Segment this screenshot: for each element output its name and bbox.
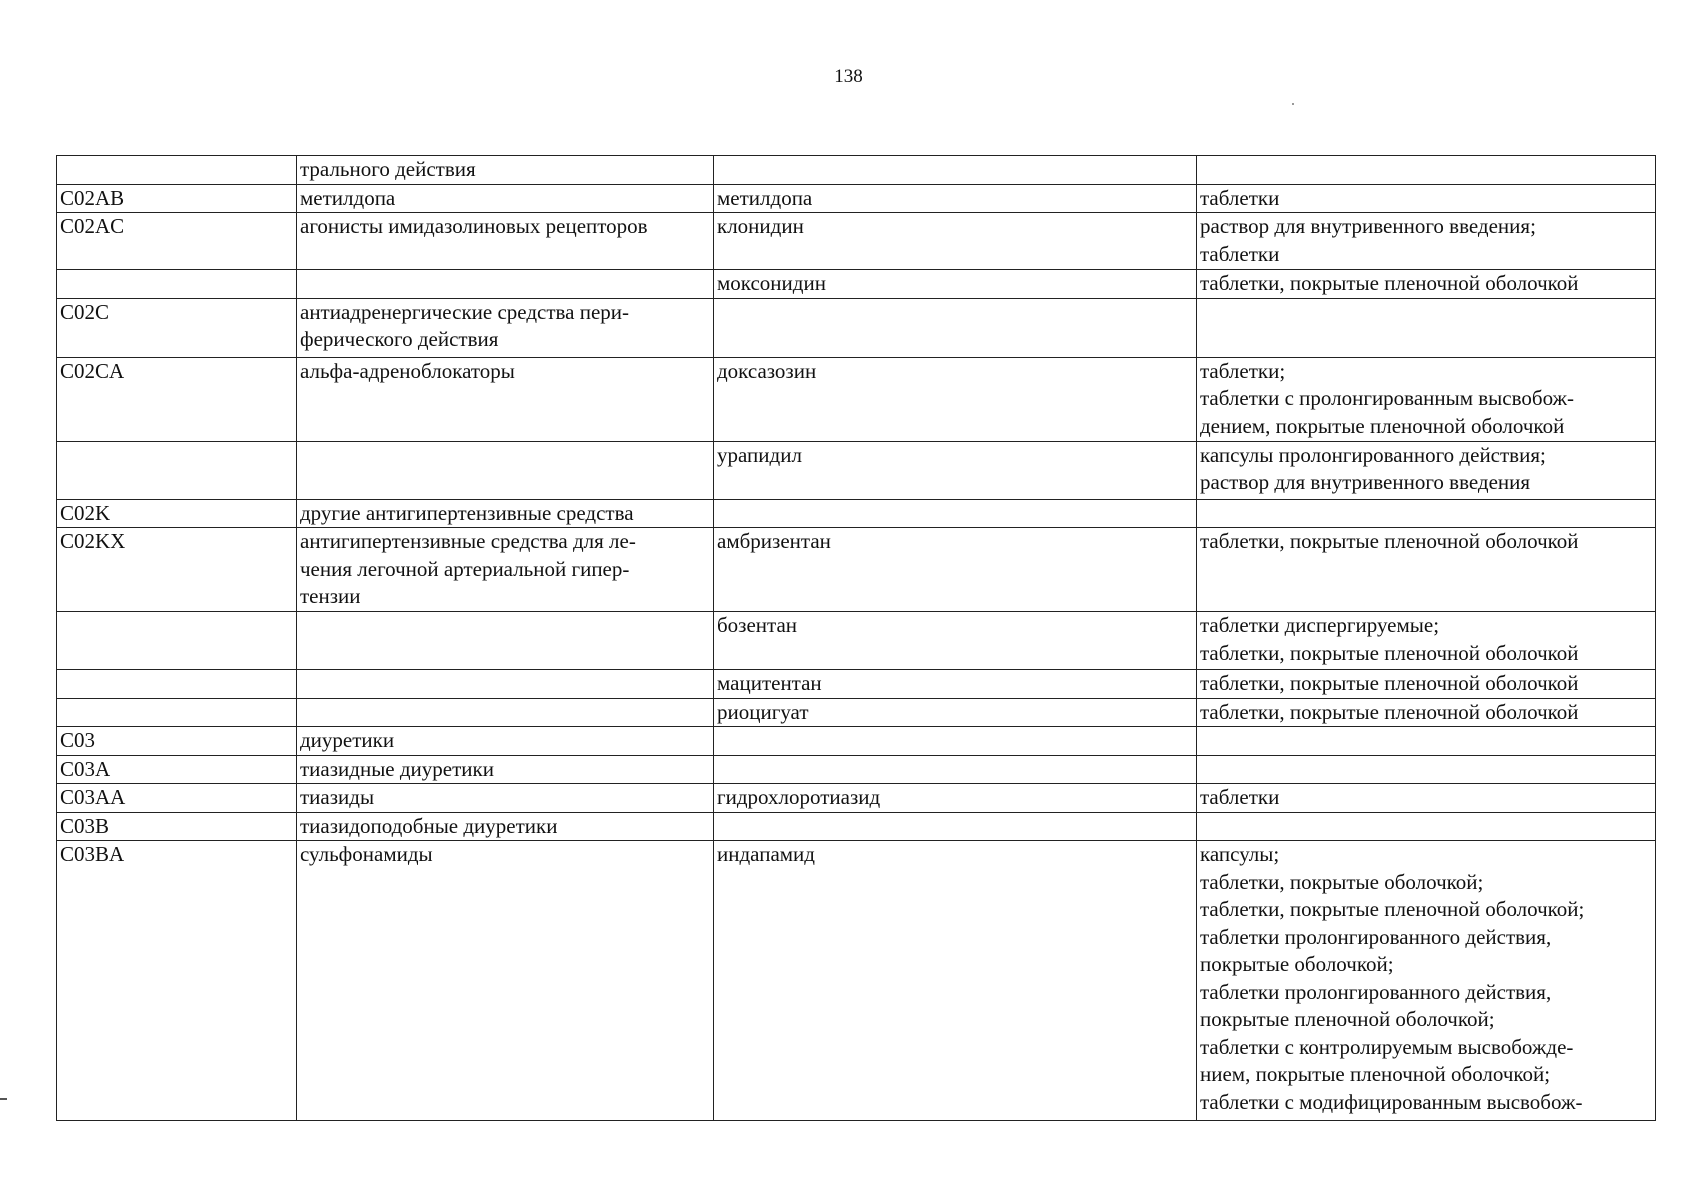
table-row [57, 184, 1656, 213]
table-row [57, 357, 1656, 441]
dosage-form-cell: таблетки; таблетки с пролонгированным высвобож- дением, покрытые пленочной оболочкой [1197, 357, 1656, 441]
table-row [57, 698, 1656, 727]
atc-code-cell: C02AB [57, 184, 297, 213]
scan-edge-mark [0, 1098, 7, 1100]
atc-code-cell: C03BA [57, 841, 297, 1121]
pharmacological-group-cell: тиазидоподобные диуретики [297, 812, 714, 841]
atc-code-cell: C02C [57, 298, 297, 357]
pharmacological-group-cell: альфа-адреноблокаторы [297, 357, 714, 441]
dosage-form-cell [1197, 298, 1656, 357]
scan-speck [1292, 103, 1294, 105]
dosage-form-cell [1197, 499, 1656, 528]
atc-code-cell: C03 [57, 727, 297, 756]
drug-name-cell [714, 727, 1197, 756]
drug-name-cell: моксонидин [714, 270, 1197, 299]
atc-code-cell: C03AA [57, 784, 297, 813]
dosage-form-cell: таблетки диспергируемые; таблетки, покрытые пленочной оболочкой [1197, 612, 1656, 670]
drug-name-cell [714, 812, 1197, 841]
dosage-form-cell [1197, 727, 1656, 756]
pharmacological-group-cell: агонисты имидазолиновых рецепторов [297, 213, 714, 270]
pharmacological-group-cell: сульфонамиды [297, 841, 714, 1121]
table-row [57, 213, 1656, 270]
table-row [57, 612, 1656, 670]
dosage-form-cell: капсулы пролонгированного действия; раствор для внутривенного введения [1197, 441, 1656, 499]
atc-code-cell [57, 612, 297, 670]
table-row [57, 727, 1656, 756]
dosage-form-cell: таблетки [1197, 184, 1656, 213]
pharmacological-group-cell [297, 698, 714, 727]
drug-name-cell [714, 499, 1197, 528]
drug-table [56, 155, 1656, 1121]
drug-name-cell: индапамид [714, 841, 1197, 1121]
pharmacological-group-cell [297, 670, 714, 699]
drug-name-cell: доксазозин [714, 357, 1197, 441]
drug-name-cell: амбризентан [714, 528, 1197, 612]
pharmacological-group-cell: антиадренергические средства пери- ферического действия [297, 298, 714, 357]
pharmacological-group-cell: тиазиды [297, 784, 714, 813]
atc-code-cell [57, 441, 297, 499]
atc-code-cell [57, 270, 297, 299]
drug-name-cell: риоцигуат [714, 698, 1197, 727]
pharmacological-group-cell: антигипертензивные средства для ле- чения легочной артериальной гипер- тензии [297, 528, 714, 612]
drug-name-cell: гидрохлоротиазид [714, 784, 1197, 813]
atc-code-cell [57, 698, 297, 727]
pharmacological-group-cell [297, 270, 714, 299]
drug-name-cell: бозентан [714, 612, 1197, 670]
dosage-form-cell [1197, 755, 1656, 784]
table-row [57, 499, 1656, 528]
drug-name-cell: мацитентан [714, 670, 1197, 699]
table-row [57, 156, 1656, 185]
table-row [57, 784, 1656, 813]
atc-code-cell: C02AC [57, 213, 297, 270]
page-number: 138 [834, 66, 863, 87]
drug-name-cell [714, 755, 1197, 784]
dosage-form-cell: раствор для внутривенного введения; таблетки [1197, 213, 1656, 270]
atc-code-cell: C03A [57, 755, 297, 784]
dosage-form-cell [1197, 812, 1656, 841]
atc-code-cell: C02K [57, 499, 297, 528]
atc-code-cell [57, 156, 297, 185]
dosage-form-cell: капсулы; таблетки, покрытые оболочкой; таблетки, покрытые пленочной оболочкой; таблетки пролонгированного действия, покрытые оболочкой; таблетки пролонгированного действия, покрытые пленочной оболочкой; таблетки с контролируемым высвобожде- нием, покрытые пленочной оболочкой; таблетки с модифицированным высвобож- [1197, 841, 1656, 1121]
table-row [57, 298, 1656, 357]
pharmacological-group-cell: другие антигипертензивные средства [297, 499, 714, 528]
drug-name-cell: урапидил [714, 441, 1197, 499]
drug-table-body [57, 156, 1656, 1121]
pharmacological-group-cell: диуретики [297, 727, 714, 756]
table-row [57, 528, 1656, 612]
table-row [57, 670, 1656, 699]
atc-code-cell: C02CA [57, 357, 297, 441]
dosage-form-cell: таблетки, покрытые пленочной оболочкой [1197, 528, 1656, 612]
table-row [57, 841, 1656, 1121]
atc-code-cell: C02KX [57, 528, 297, 612]
atc-code-cell: C03B [57, 812, 297, 841]
drug-name-cell: клонидин [714, 213, 1197, 270]
table-row [57, 441, 1656, 499]
atc-code-cell [57, 670, 297, 699]
table-row [57, 755, 1656, 784]
pharmacological-group-cell: метилдопа [297, 184, 714, 213]
drug-name-cell [714, 298, 1197, 357]
pharmacological-group-cell: трального действия [297, 156, 714, 185]
pharmacological-group-cell [297, 612, 714, 670]
dosage-form-cell [1197, 156, 1656, 185]
pharmacological-group-cell: тиазидные диуретики [297, 755, 714, 784]
dosage-form-cell: таблетки, покрытые пленочной оболочкой [1197, 698, 1656, 727]
dosage-form-cell: таблетки, покрытые пленочной оболочкой [1197, 670, 1656, 699]
drug-name-cell: метилдопа [714, 184, 1197, 213]
pharmacological-group-cell [297, 441, 714, 499]
table-row [57, 270, 1656, 299]
dosage-form-cell: таблетки, покрытые пленочной оболочкой [1197, 270, 1656, 299]
dosage-form-cell: таблетки [1197, 784, 1656, 813]
drug-name-cell [714, 156, 1197, 185]
table-row [57, 812, 1656, 841]
